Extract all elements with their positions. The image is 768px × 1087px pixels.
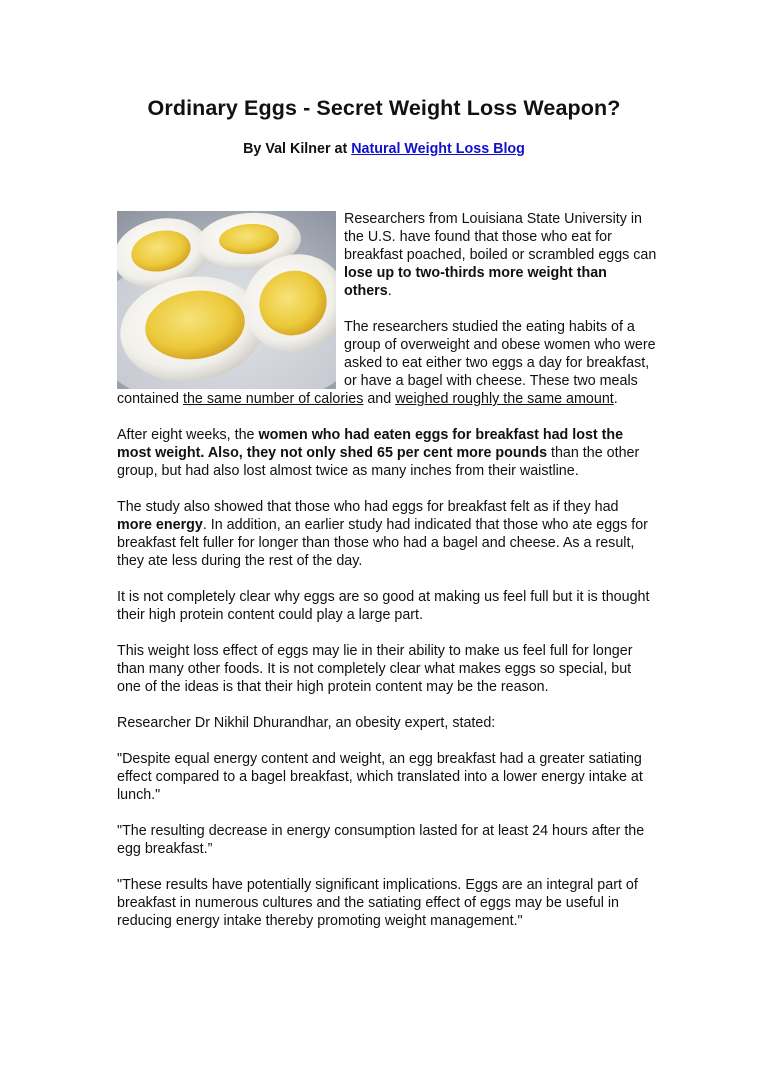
p2-underline-calories: the same number of calories (182, 391, 364, 407)
p1-emphasis: lose up to two-thirds more weight than others (344, 265, 607, 299)
byline-prefix: By Val Kilner at (243, 141, 352, 157)
blog-link[interactable]: Natural Weight Loss Blog (351, 141, 525, 157)
paragraph-7: Researcher Dr Nikhil Dhurandhar, an obesity expert, stated: (117, 715, 496, 731)
paragraph-3 (117, 426, 657, 480)
paragraph-5: It is not completely clear why eggs are so good at making us feel full but it is thought their high protein content could play a large part. (117, 589, 650, 623)
p3-emphasis: women who had eaten eggs for breakfast had lost the most weight. Also, they not only shed 65 per cent more pounds (117, 427, 624, 461)
p2-and: and (363, 391, 396, 407)
paragraph-6: This weight loss effect of eggs may lie in their ability to make us feel full for longer than many other foods. It is not completely clear what makes eggs so special, but one of the ideas is that their high protein content may be the reason. (117, 643, 633, 695)
quote-3: "These results have potentially significant implications. Eggs are an integral part of breakfast in numerous cultures and the satiating effect of eggs may be useful in reducing energy intake thereby promoting weight management." (117, 877, 638, 929)
p4-emphasis: more energy (117, 517, 203, 533)
p2-end: . (613, 391, 618, 407)
p1-end: . (387, 283, 392, 299)
article-body (117, 210, 657, 948)
p2-underline-weight: weighed roughly the same amount (395, 391, 614, 407)
paragraph-4 (117, 498, 657, 570)
page-title: Ordinary Eggs - Secret Weight Loss Weapon? (147, 96, 621, 120)
quote-1: "Despite equal energy content and weight, an egg breakfast had a greater satiating effect compared to a bagel breakfast, which translated into a lower energy intake at lunch." (117, 751, 643, 803)
p4-end: . In addition, an earlier study had indicated that those who ate eggs for breakfast felt fuller for longer than those who had a bagel and cheese. As a result, they ate less during the rest of the day. (117, 517, 648, 569)
p3-end: than the other group, but had also lost almost twice as many inches from their waistline. (117, 445, 640, 479)
image-wrap-spacer (117, 210, 344, 390)
p4-text: The study also showed that those who had eggs for breakfast felt as if they had (117, 499, 619, 515)
p1-text: Researchers from Louisiana State University in the U.S. have found that those who eat for breakfast poached, boiled or scrambled eggs can (344, 211, 657, 263)
quote-2: "The resulting decrease in energy consumption lasted for at least 24 hours after the egg breakfast.” (117, 823, 645, 857)
p2-text: The researchers studied the eating habits of a group of overweight and obese women who were asked to eat either two eggs a day for breakfast, or have a bagel with cheese. These two meals contained (117, 319, 656, 407)
p3-text: After eight weeks, the (117, 427, 259, 443)
byline (0, 141, 768, 157)
